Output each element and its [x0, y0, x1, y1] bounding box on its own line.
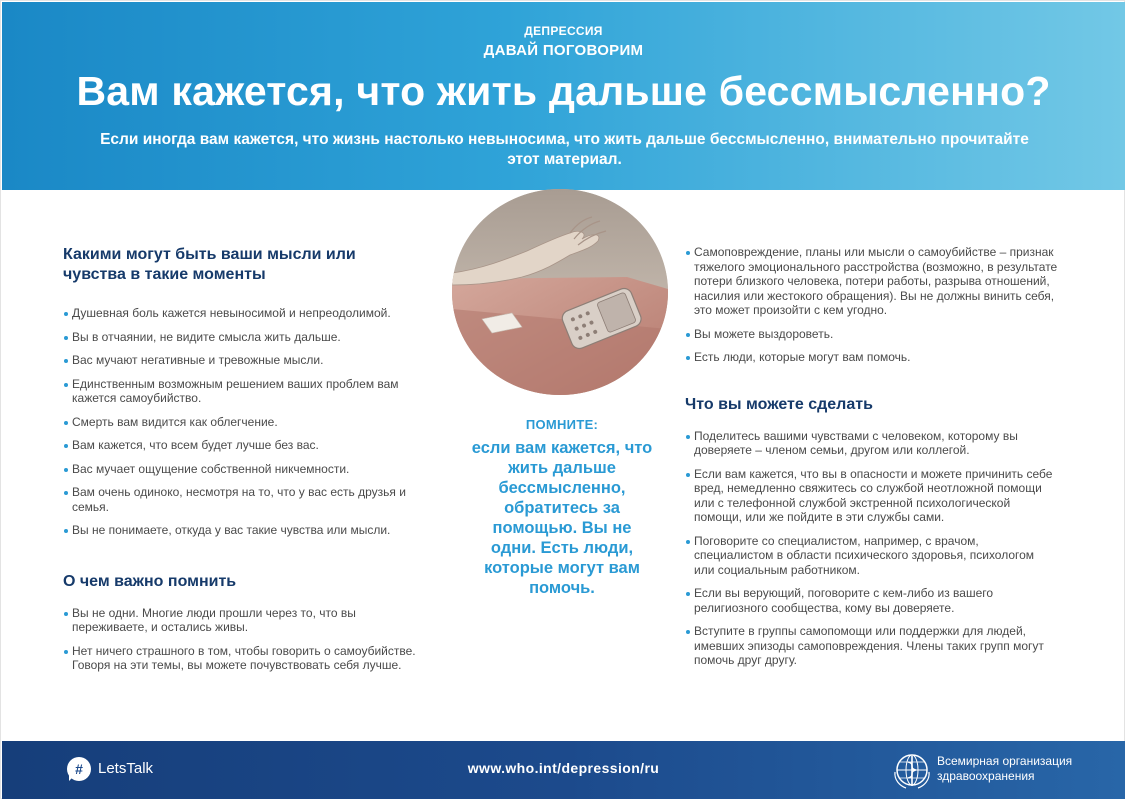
hashtag-speech-icon: # [67, 757, 91, 781]
list-item: Нет ничего страшного в том, чтобы говорить о самоубийстве. Говоря на эти темы, вы можете почувствовать себя лучше. [63, 644, 448, 673]
list-item: Душевная боль кажется невыносимой и непреодолимой. [63, 306, 445, 321]
list-item: Самоповреждение, планы или мысли о самоубийстве – признак тяжелого эмоционального расстройства (возможно, в результате потери близкого человека, потери работы, разрыва отношений, насилия или жестокого обращения). Вы не должны винить себя, это может произойти с кем угодно. [685, 245, 1060, 318]
list-item: Вас мучает ощущение собственной никчемности. [63, 462, 445, 477]
footer-bar [2, 741, 1125, 799]
list-item: Поделитесь вашими чувствами с человеком, которому вы доверяете – членом семьи, другом или коллегой. [685, 429, 1045, 458]
who-emblem-icon [892, 750, 932, 790]
list-item: Вам кажется, что всем будет лучше без вас. [63, 438, 445, 453]
list-item: Смерть вам видится как облегчение. [63, 415, 445, 430]
list-item: Поговорите со специалистом, например, с врачом, специалистом в области психического здоровья, психологом или социальным работником. [685, 534, 1055, 578]
list-item: Если вы верующий, поговорите с кем-либо из вашего религиозного сообщества, кому вы доверяете. [685, 586, 1045, 615]
list-item: Единственным возможным решением ваших проблем вам кажется самоубийство. [63, 377, 423, 406]
remember-label: ПОМНИТЕ: [525, 417, 599, 432]
remember-callout [471, 417, 653, 598]
list-item: Вы можете выздороветь. [685, 327, 1070, 342]
intro-list [685, 245, 1070, 365]
list-item: Есть люди, которые могут вам помочь. [685, 350, 1070, 365]
list-item: Вы не понимаете, откуда у вас такие чувства или мысли. [63, 523, 445, 538]
remember-message: если вам кажется, что жить дальше бессмысленно, обратитесь за помощью. Вы не одни. Есть люди, которые могут вам помочь. [471, 439, 653, 597]
list-item: Если вам кажется, что вы в опасности и можете причинить себе вред, немедленно свяжитесь со службой неотложной помощи или с телефонной службой экстренной психологической помощи, или же пойдите в эти службы сами. [685, 467, 1060, 525]
footer-url[interactable]: www.who.int/depression/ru [467, 760, 660, 776]
section-thoughts-title: Какими могут быть ваши мысли или чувства в такие моменты [63, 246, 356, 283]
list-item: Вы в отчаянии, не видите смысла жить дальше. [63, 330, 445, 345]
section-actions-title: Что вы можете сделать [685, 395, 873, 413]
thoughts-list [63, 306, 445, 538]
list-item: Вступите в группы самопомощи или поддержки для людей, имевших эпизоды самоповреждения. Члены таких групп могут помочь друг другу. [685, 624, 1063, 668]
illustration-photo [452, 189, 668, 395]
page-subtitle: Если иногда вам кажется, что жизнь настолько невыносима, что жить дальше бессмысленно, внимательно прочитайте этот материал. [100, 131, 1029, 168]
list-item: Вас мучают негативные и тревожные мысли. [63, 353, 445, 368]
org-line-2: здравоохранения [937, 769, 1035, 783]
org-line-1: Всемирная организация [937, 754, 1073, 768]
list-item: Вам очень одиноко, несмотря на то, что у вас есть друзья и семья. [63, 485, 433, 514]
right-column [685, 245, 1070, 668]
header-banner [2, 2, 1125, 190]
hand-phone-illustration [452, 189, 668, 395]
kicker-subtitle: ДАВАЙ ПОГОВОРИМ [483, 42, 644, 59]
list-item: Вы не одни. Многие люди прошли через то, что вы переживаете, и остались живы. [63, 606, 393, 635]
who-org-name [937, 754, 1072, 784]
kicker: ДЕПРЕССИЯ [524, 24, 603, 38]
hashtag-label: LetsTalk [98, 760, 154, 777]
actions-list [685, 429, 1070, 668]
left-column [63, 245, 445, 673]
remember-list [63, 606, 445, 673]
page-title: Вам кажется, что жить дальше бессмысленно? [76, 68, 1051, 114]
section-remember-title: О чем важно помнить [63, 572, 237, 590]
